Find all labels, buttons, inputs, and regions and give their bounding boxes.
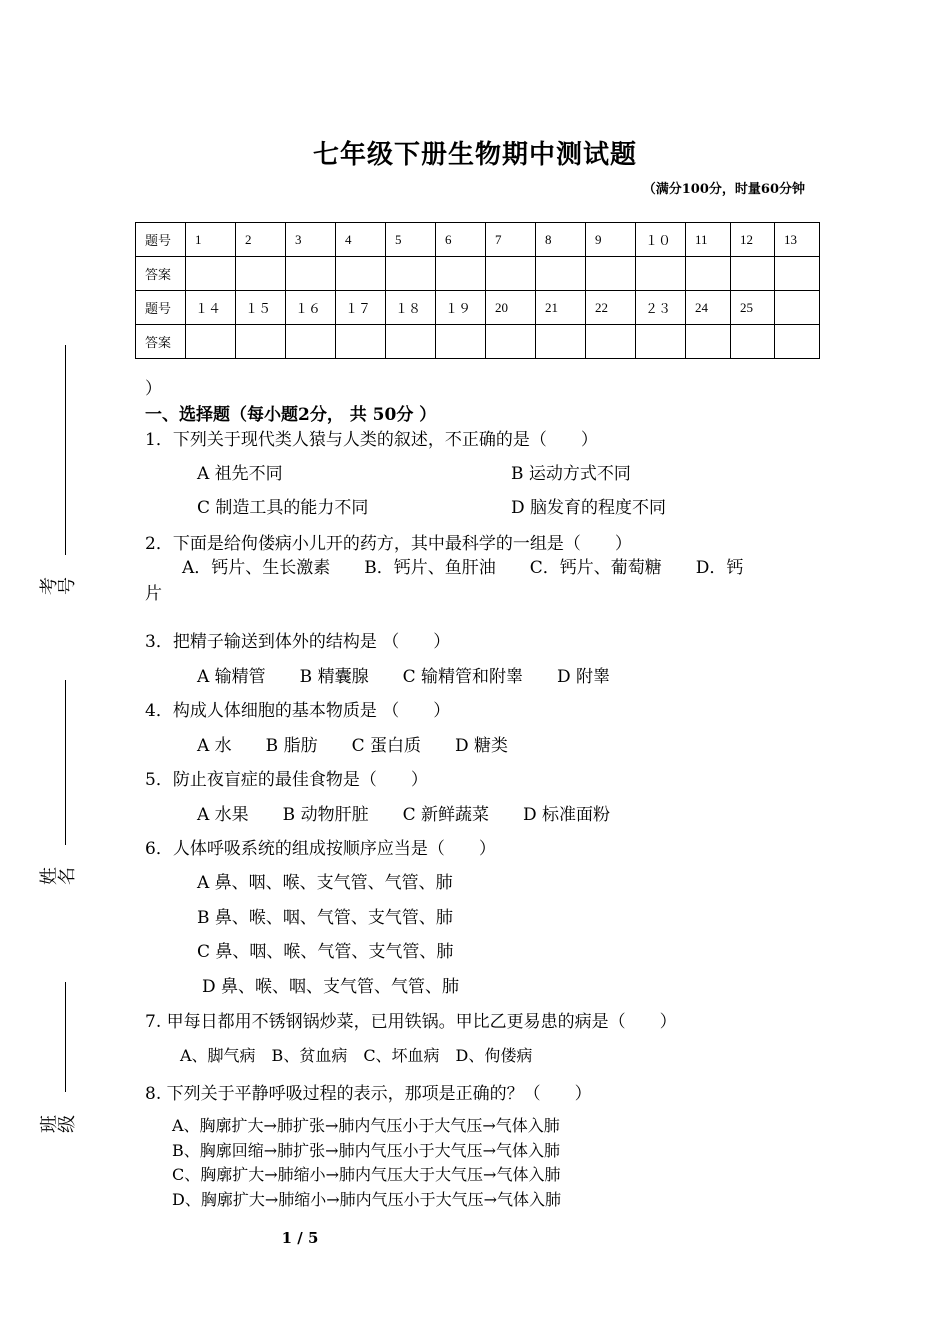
cell: 8 bbox=[536, 223, 586, 257]
option-b: B 运动方式不同 bbox=[511, 464, 631, 484]
cell: 答案 bbox=[136, 257, 186, 291]
answer-cell[interactable] bbox=[536, 257, 586, 291]
cell: 6 bbox=[436, 223, 486, 257]
question-2-options-wrap: 片 bbox=[145, 584, 162, 604]
answer-grid bbox=[135, 222, 820, 359]
answer-cell[interactable] bbox=[586, 257, 636, 291]
answer-cell[interactable] bbox=[186, 325, 236, 359]
cell: 5 bbox=[386, 223, 436, 257]
cell: １９ bbox=[436, 291, 486, 325]
answer-cell[interactable] bbox=[731, 257, 775, 291]
question-5: 5．防止夜盲症的最佳食物是（ ） bbox=[145, 770, 428, 790]
cell: 题号 bbox=[136, 223, 186, 257]
answer-cell[interactable] bbox=[236, 325, 286, 359]
answer-cell[interactable] bbox=[386, 325, 436, 359]
cell: １６ bbox=[286, 291, 336, 325]
option-b: B、胸廓回缩→肺扩张→肺内气压小于大气压→气体入肺 bbox=[172, 1141, 560, 1160]
option-d: D 鼻、喉、咽、支气管、气管、肺 bbox=[202, 977, 460, 997]
answer-cell[interactable] bbox=[731, 325, 775, 359]
cell: １４ bbox=[186, 291, 236, 325]
section-heading: 一、选择题（每小题2分， 共 50分 ） bbox=[145, 405, 437, 425]
answer-row bbox=[136, 325, 820, 359]
cell: 24 bbox=[686, 291, 731, 325]
cell: 11 bbox=[686, 223, 731, 257]
cell: 22 bbox=[586, 291, 636, 325]
cell: 题号 bbox=[136, 291, 186, 325]
answer-cell[interactable] bbox=[486, 325, 536, 359]
answer-row bbox=[136, 257, 820, 291]
exam-no-label: 考号 bbox=[39, 577, 78, 595]
answer-cell[interactable] bbox=[536, 325, 586, 359]
answer-cell[interactable] bbox=[486, 257, 536, 291]
question-5-options: A 水果 B 动物肝脏 C 新鲜蔬菜 D 标准面粉 bbox=[197, 805, 611, 825]
answer-cell[interactable] bbox=[436, 325, 486, 359]
cell: 21 bbox=[536, 291, 586, 325]
exam-no-line bbox=[65, 345, 66, 555]
question-3: 3．把精子输送到体外的结构是 （ ） bbox=[145, 632, 451, 652]
cell: 1 bbox=[186, 223, 236, 257]
option-c: C 鼻、咽、喉、气管、支气管、肺 bbox=[197, 942, 454, 962]
cell: 25 bbox=[731, 291, 775, 325]
question-4: 4．构成人体细胞的基本物质是 （ ） bbox=[145, 701, 451, 721]
class-label: 班级 bbox=[39, 1115, 78, 1133]
option-a: A 祖先不同 bbox=[197, 464, 283, 484]
option-a: A 鼻、咽、喉、支气管、气管、肺 bbox=[197, 873, 453, 893]
question-2-options: A．钙片、生长激素 B．钙片、鱼肝油 C．钙片、葡萄糖 D．钙 bbox=[182, 558, 744, 578]
option-c: C 制造工具的能力不同 bbox=[197, 498, 369, 518]
name-label: 姓名 bbox=[39, 867, 78, 885]
cell: 20 bbox=[486, 291, 536, 325]
question-7: 7. 甲每日都用不锈钢锅炒菜，已用铁锅。甲比乙更易患的病是（ ） bbox=[145, 1012, 677, 1032]
cell bbox=[775, 291, 820, 325]
answer-cell[interactable] bbox=[586, 325, 636, 359]
name-line bbox=[65, 680, 66, 845]
cell: 12 bbox=[731, 223, 775, 257]
answer-cell[interactable] bbox=[636, 325, 686, 359]
answer-cell[interactable] bbox=[286, 257, 336, 291]
answer-cell[interactable] bbox=[286, 325, 336, 359]
cell: 9 bbox=[586, 223, 636, 257]
option-a: A、胸廓扩大→肺扩张→肺内气压小于大气压→气体入肺 bbox=[172, 1116, 560, 1135]
cell: 4 bbox=[336, 223, 386, 257]
question-4-options: A 水 B 脂肪 C 蛋白质 D 糖类 bbox=[197, 736, 509, 756]
page-number: 1 / 5 bbox=[281, 1229, 319, 1247]
answer-cell[interactable] bbox=[386, 257, 436, 291]
answer-cell[interactable] bbox=[236, 257, 286, 291]
cell: 7 bbox=[486, 223, 536, 257]
question-2: 2．下面是给佝偻病小儿开的药方，其中最科学的一组是（ ） bbox=[145, 534, 632, 554]
cell: 答案 bbox=[136, 325, 186, 359]
answer-cell[interactable] bbox=[336, 257, 386, 291]
option-b: B 鼻、喉、咽、气管、支气管、肺 bbox=[197, 908, 453, 928]
cell: ２３ bbox=[636, 291, 686, 325]
answer-cell[interactable] bbox=[436, 257, 486, 291]
cell: １０ bbox=[636, 223, 686, 257]
question-7-options: A、脚气病 B、贫血病 C、坏血病 D、佝偻病 bbox=[180, 1046, 533, 1065]
cell: 13 bbox=[775, 223, 820, 257]
answer-cell[interactable] bbox=[186, 257, 236, 291]
option-c: C、胸廓扩大→肺缩小→肺内气压大于大气压→气体入肺 bbox=[172, 1165, 561, 1184]
question-6: 6．人体呼吸系统的组成按顺序应当是（ ） bbox=[145, 839, 496, 859]
question-3-options: A 输精管 B 精囊腺 C 输精管和附睾 D 附睾 bbox=[197, 667, 611, 687]
answer-cell[interactable] bbox=[336, 325, 386, 359]
question-8: 8. 下列关于平静呼吸过程的表示，那项是正确的？（ ） bbox=[145, 1084, 592, 1104]
answer-cell[interactable] bbox=[686, 257, 731, 291]
question-number-row bbox=[136, 291, 820, 325]
answer-cell[interactable] bbox=[775, 257, 820, 291]
option-d: D 脑发育的程度不同 bbox=[511, 498, 667, 518]
cell: １８ bbox=[386, 291, 436, 325]
closing-paren: ） bbox=[145, 379, 162, 399]
page-title: 七年级下册生物期中测试题 bbox=[312, 140, 637, 170]
cell: 2 bbox=[236, 223, 286, 257]
question-1: 1．下列关于现代类人猿与人类的叙述，不正确的是（ ） bbox=[145, 430, 598, 450]
cell: １５ bbox=[236, 291, 286, 325]
cell: 3 bbox=[286, 223, 336, 257]
question-number-row bbox=[136, 223, 820, 257]
answer-cell[interactable] bbox=[686, 325, 731, 359]
cell: １７ bbox=[336, 291, 386, 325]
answer-cell[interactable] bbox=[636, 257, 686, 291]
class-line bbox=[65, 982, 66, 1092]
option-d: D、胸廓扩大→肺缩小→肺内气压小于大气压→气体入肺 bbox=[172, 1190, 562, 1209]
answer-cell[interactable] bbox=[775, 325, 820, 359]
score-time-note: （满分100分，时量60分钟 bbox=[642, 182, 805, 197]
